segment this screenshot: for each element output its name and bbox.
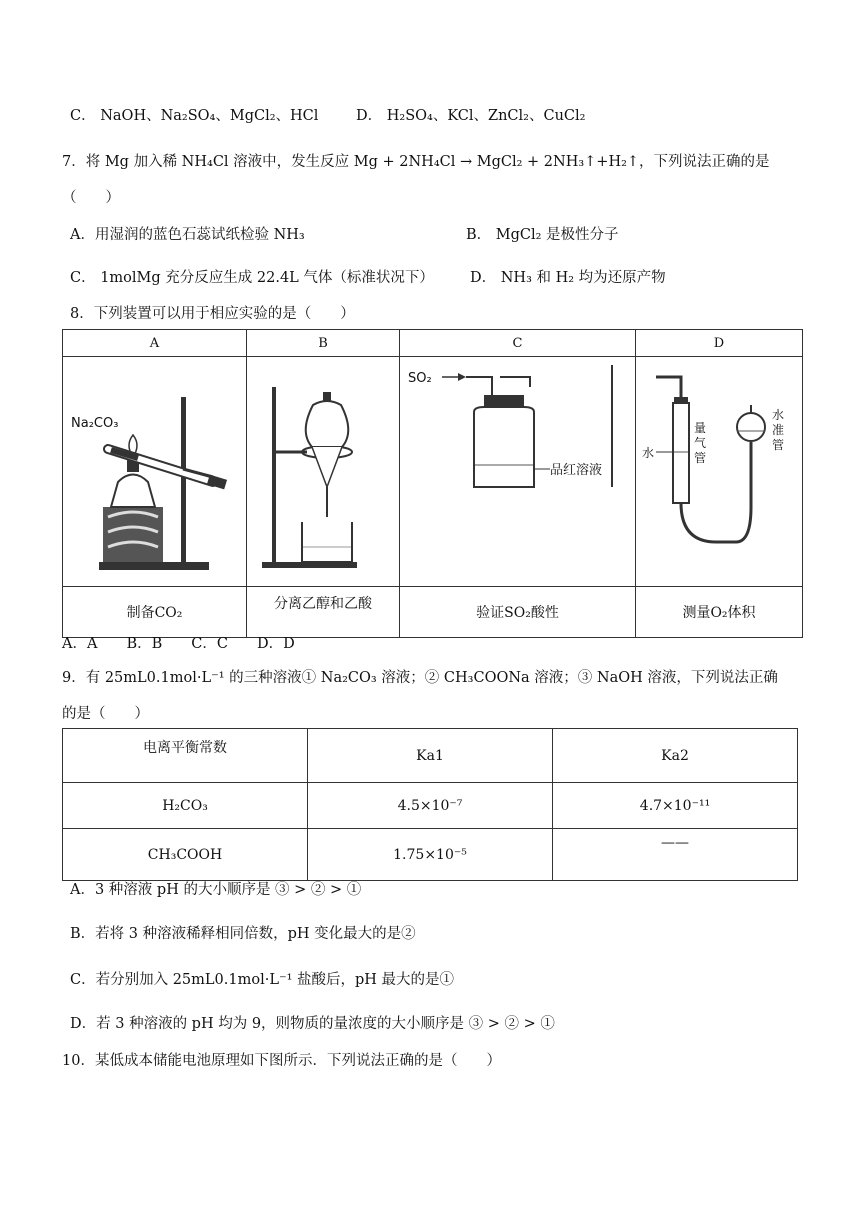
q9-stem: 9．有 25mL0.1mol·L⁻¹ 的三种溶液① Na₂CO₃ 溶液；② CH₃COONa 溶液；③ NaOH 溶液，下列说法正确 [62, 670, 778, 686]
q8-header-b: B [247, 330, 400, 357]
q7-option-c: C． 1molMg 充分反应生成 22.4L 气体（标准状况下） [70, 270, 434, 286]
q8-d-water-label: 水 [642, 446, 655, 460]
q6-option-c [70, 106, 318, 126]
gas-burette-diagram [636, 357, 802, 582]
q8-c-solution-label: 品红溶液 [550, 463, 603, 478]
q9-stem-cont: 的是（ ） [62, 706, 149, 722]
q9-row2-ka1: 1.75×10⁻⁵ [308, 829, 553, 881]
q8-d-leveling-label-3: 管 [772, 438, 785, 452]
q9-row2-acid: CH₃COOH [63, 829, 308, 881]
gas-washing-bottle-diagram [400, 357, 635, 582]
q9-header-ka2: Ka2 [553, 729, 798, 783]
q6-option-d-text: H₂SO₄、KCl、ZnCl₂、CuCl₂ [386, 108, 586, 124]
q8-apparatus-table [62, 329, 803, 638]
q9-row1-acid: H₂CO₃ [63, 783, 308, 829]
q8-a-reagent-label: Na₂CO₃ [71, 416, 119, 431]
q8-d-leveling-label-1: 水 [772, 408, 785, 422]
q9-constants-table [62, 728, 798, 881]
q10-stem: 10．某低成本储能电池原理如下图所示．下列说法正确的是（ ） [62, 1053, 501, 1069]
q8-d-burette-label-1: 量 [694, 421, 707, 435]
q7-answer-paren: （ ） [62, 190, 120, 206]
q8-apparatus-d [636, 357, 803, 587]
q6-option-d [356, 106, 585, 126]
q8-d-leveling-label-2: 准 [772, 423, 785, 437]
q6-option-d-label: D． [356, 108, 383, 124]
q8-apparatus-c [400, 357, 636, 587]
q6-option-c-label: C． [70, 108, 96, 124]
q7-option-a: A．用湿润的蓝色石蕊试纸检验 NH₃ [70, 227, 305, 243]
separatory-funnel-diagram [247, 357, 399, 582]
q7-stem: 7．将 Mg 加入稀 NH₄Cl 溶液中，发生反应 Mg + 2NH₄Cl → MgCl₂ + 2NH₃↑+H₂↑，下列说法正确的是 [62, 154, 770, 170]
q8-d-burette-label-3: 管 [694, 451, 707, 465]
q8-caption-c: 验证SO₂酸性 [400, 587, 636, 638]
q9-header-label: 电离平衡常数 [63, 729, 308, 783]
q8-apparatus-b [247, 357, 400, 587]
q8-caption-a: 制备CO₂ [63, 587, 247, 638]
q8-options: A．A B．B C．C D．D [62, 636, 295, 652]
q9-option-a: A．3 种溶液 pH 的大小顺序是 ③ > ② > ① [70, 882, 362, 898]
q6-option-c-text: NaOH、Na₂SO₄、MgCl₂、HCl [100, 108, 319, 124]
q8-c-gas-label: SO₂ [408, 371, 432, 386]
q9-row1-ka1: 4.5×10⁻⁷ [308, 783, 553, 829]
q9-row2-ka2: —— [553, 829, 798, 881]
q9-option-c: C．若分别加入 25mL0.1mol·L⁻¹ 盐酸后，pH 最大的是① [70, 972, 455, 988]
q9-option-d: D．若 3 种溶液的 pH 均为 9，则物质的量浓度的大小顺序是 ③ > ② > ① [70, 1016, 555, 1032]
q7-option-d: D． NH₃ 和 H₂ 均为还原产物 [470, 270, 666, 286]
q8-header-d: D [636, 330, 803, 357]
q9-option-b: B．若将 3 种溶液稀释相同倍数，pH 变化最大的是② [70, 926, 416, 942]
q8-apparatus-a [63, 357, 247, 587]
q8-caption-b: 分离乙醇和乙酸 [247, 587, 400, 638]
q8-header-a: A [63, 330, 247, 357]
q8-stem: 8．下列装置可以用于相应实验的是（ ） [70, 306, 355, 322]
q9-header-ka1: Ka1 [308, 729, 553, 783]
test-tube-heating-diagram [63, 357, 246, 582]
q9-row1-ka2: 4.7×10⁻¹¹ [553, 783, 798, 829]
q8-d-burette-label-2: 气 [694, 436, 707, 450]
q8-caption-d: 测量O₂体积 [636, 587, 803, 638]
q8-header-c: C [400, 330, 636, 357]
q7-option-b: B． MgCl₂ 是极性分子 [466, 227, 619, 243]
